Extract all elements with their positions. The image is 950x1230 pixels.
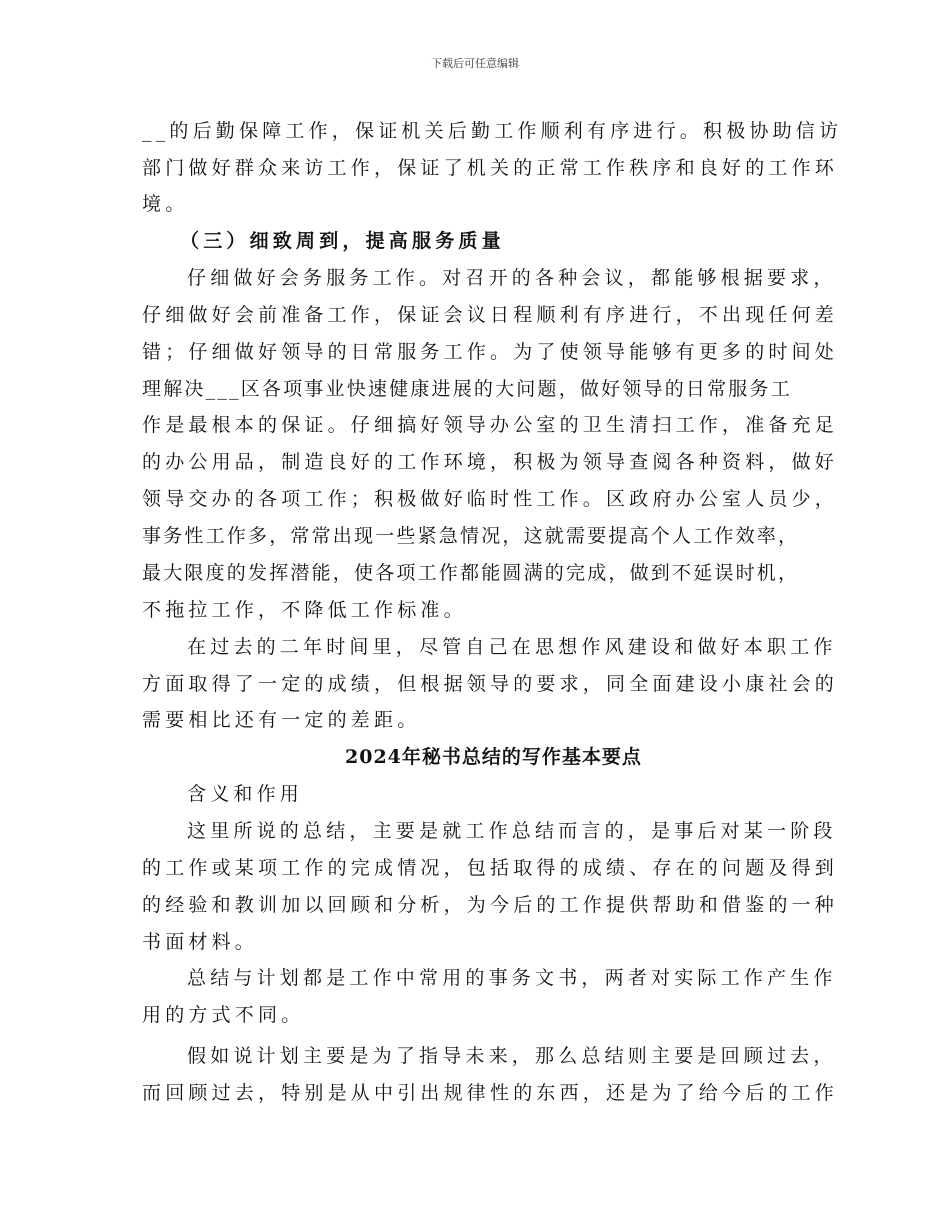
paragraph-line: 部门做好群众来访工作，保证了机关的正常工作秩序和良好的工作环 bbox=[142, 157, 839, 179]
paragraph-line: 在过去的二年时间里，尽管自己在思想作风建设和做好本职工作 bbox=[187, 636, 837, 658]
paragraph-line: 假如说计划主要是为了指导未来，那么总结则主要是回顾过去， bbox=[187, 1045, 837, 1067]
paragraph-line: 境。 bbox=[142, 193, 189, 215]
paragraph-line: 的经验和教训加以回顾和分析，为今后的工作提供帮助和借鉴的一种 bbox=[142, 894, 839, 916]
paragraph-line: 总结与计划都是工作中常用的事务文书，两者对实际工作产生作 bbox=[187, 967, 837, 989]
paragraph-line: 方面取得了一定的成绩，但根据领导的要求，同全面建设小康社会的 bbox=[142, 673, 839, 695]
paragraph-line: 用的方式不同。 bbox=[142, 1004, 305, 1026]
paragraph-line: 最大限度的发挥潜能，使各项工作都能圆满的完成，做到不延误时机， bbox=[142, 562, 800, 584]
subheading: 含义和作用 bbox=[187, 783, 304, 805]
document-title: 2024年秘书总结的写作基本要点 bbox=[345, 746, 642, 768]
paragraph-line: 理解决___区各项事业快速健康进展的大问题，做好领导的日常服务工 bbox=[142, 378, 792, 400]
paragraph-line: 仔细做好会务服务工作。对召开的各种会议，都能够根据要求， bbox=[187, 267, 837, 289]
paragraph-line: 事务性工作多，常常出现一些紧急情况，这就需要提高个人工作效率， bbox=[142, 525, 800, 547]
paragraph-line: 书面材料。 bbox=[142, 931, 259, 953]
paragraph-line: 领导交办的各项工作；积极做好临时性工作。区政府办公室人员少， bbox=[142, 488, 839, 510]
paragraph-line: 的办公用品，制造良好的工作环境，积极为领导查阅各种资料，做好 bbox=[142, 451, 839, 473]
paragraph-line: 的工作或某项工作的完成情况，包括取得的成绩、存在的问题及得到 bbox=[142, 857, 839, 879]
paragraph-line: 作是最根本的保证。仔细搞好领导办公室的卫生清扫工作，准备充足 bbox=[142, 414, 839, 436]
section-heading: （三）细致周到，提高服务质量 bbox=[180, 230, 505, 252]
paragraph-line: 需要相比还有一定的差距。 bbox=[142, 709, 421, 731]
paragraph-line: 这里所说的总结，主要是就工作总结而言的，是事后对某一阶段 bbox=[187, 820, 837, 842]
paragraph-line: __的后勤保障工作，保证机关后勤工作顺利有序进行。积极协助信访 bbox=[142, 120, 843, 142]
paragraph-line: 不拖拉工作，不降低工作标准。 bbox=[142, 599, 467, 621]
paragraph-line: 错；仔细做好领导的日常服务工作。为了使领导能够有更多的时间处 bbox=[142, 341, 839, 363]
paragraph-line: 仔细做好会前准备工作，保证会议日程顺利有序进行，不出现任何差 bbox=[142, 304, 839, 326]
page-header: 下载后可任意编辑 bbox=[431, 57, 519, 70]
paragraph-line: 而回顾过去，特别是从中引出规律性的东西，还是为了给今后的工作 bbox=[142, 1082, 839, 1104]
